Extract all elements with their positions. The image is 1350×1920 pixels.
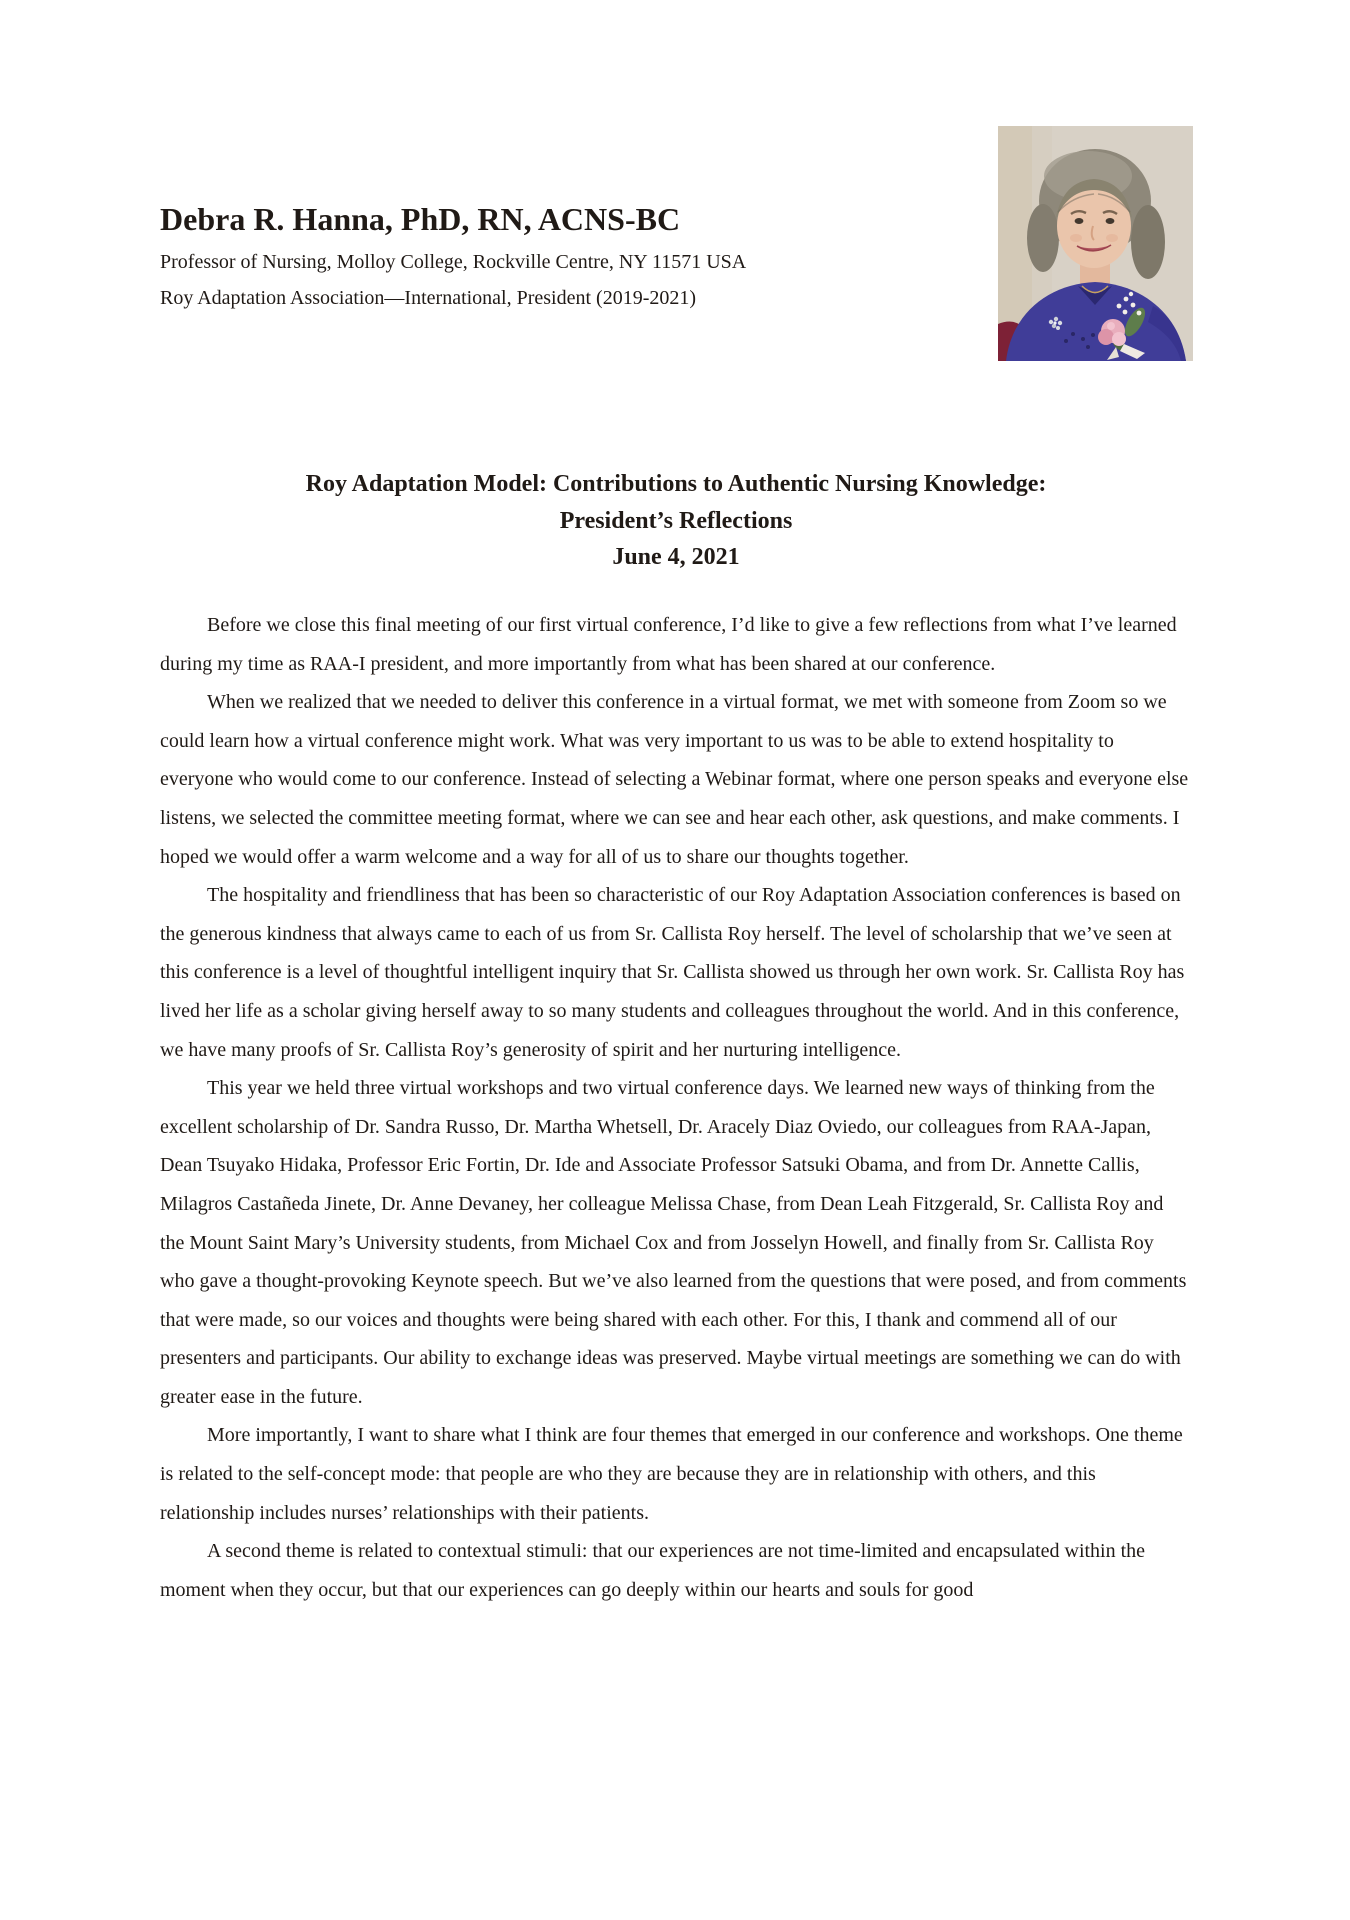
document-title-line1: Roy Adaptation Model: Contributions to Authentic Nursing Knowledge: xyxy=(305,471,1047,497)
portrait-photo-image xyxy=(998,126,1193,361)
paragraph-4: This year we held three virtual workshops and two virtual conference days. We learned new ways of thinking from the excellent scholarship of Dr. Sandra Russo, Dr. Martha Whetsell, Dr. Aracely Diaz Oviedo, our colleagues from RAA-Japan, Dean Tsuyako Hidaka, Professor Eric Fortin, Dr. Ide and Associate Professor Satsuki Obama, and from Dr. Annette Callis, Milagros Castañeda Jinete, Dr. Anne Devaney, her colleague Melissa Chase, from Dean Leah Fitzgerald, Sr. Callista Roy and the Mount Saint Mary’s University students, from Michael Cox and from Josselyn Howell, and finally from Sr. Callista Roy who gave a thought-provoking Keynote speech. But we’ve also learned from the questions that were posed, and from comments that were made, so our voices and thoughts were being shared with each other. For this, I thank and commend all of our presenters and participants. Our ability to exchange ideas was preserved. Maybe virtual meetings are something we can do with greater ease in the future. xyxy=(160,1077,1187,1408)
document-body xyxy=(160,606,1192,1609)
portrait-photo xyxy=(998,126,1193,361)
paragraph-1: Before we close this final meeting of our first virtual conference, I’d like to give a few reflections from what I’ve learned during my time as RAA-I president, and more importantly from what has been shared at our conference. xyxy=(160,614,1177,675)
document-title-line2: President’s Reflections xyxy=(559,507,793,534)
document-title-line3: June 4, 2021 xyxy=(612,544,740,570)
author-affiliation: Professor of Nursing, Molloy College, Rockville Centre, NY 11571 USA xyxy=(160,251,747,273)
paragraph-2: When we realized that we needed to deliver this conference in a virtual format, we met with someone from Zoom so we could learn how a virtual conference might work. What was very important to us was to be able to extend hospitality to everyone who would come to our conference. Instead of selecting a Webinar format, where one person speaks and everyone else listens, we selected the committee meeting format, where we can see and hear each other, ask questions, and make comments. I hoped we would offer a warm welcome and a way for all of us to share our thoughts together. xyxy=(160,691,1189,868)
paragraph-3: The hospitality and friendliness that has been so characteristic of our Roy Adaptation Association conferences is based on the generous kindness that always came to each of us from Sr. Callista Roy herself. The level of scholarship that we’ve seen at this conference is a level of thoughtful intelligent inquiry that Sr. Callista showed us through her own work. Sr. Callista Roy has lived her life as a scholar giving herself away to so many students and colleagues throughout the world. And in this conference, we have many proofs of Sr. Callista Roy’s generosity of spirit and her nurturing intelligence. xyxy=(160,884,1185,1061)
author-block xyxy=(160,200,746,316)
document-title xyxy=(160,466,1192,576)
author-role: Roy Adaptation Association—International, President (2019-2021) xyxy=(160,287,697,309)
author-name: Debra R. Hanna, PhD, RN, ACNS-BC xyxy=(160,201,681,237)
paragraph-6: A second theme is related to contextual stimuli: that our experiences are not time-limited and encapsulated within the moment when they occur, but that our experiences can go deeply within our hearts and souls for good xyxy=(160,1540,1146,1601)
paragraph-5: More importantly, I want to share what I think are four themes that emerged in our conference and workshops. One theme is related to the self-concept mode: that people are who they are because they are in relationship with others, and this relationship includes nurses’ relationships with their patients. xyxy=(160,1424,1183,1524)
